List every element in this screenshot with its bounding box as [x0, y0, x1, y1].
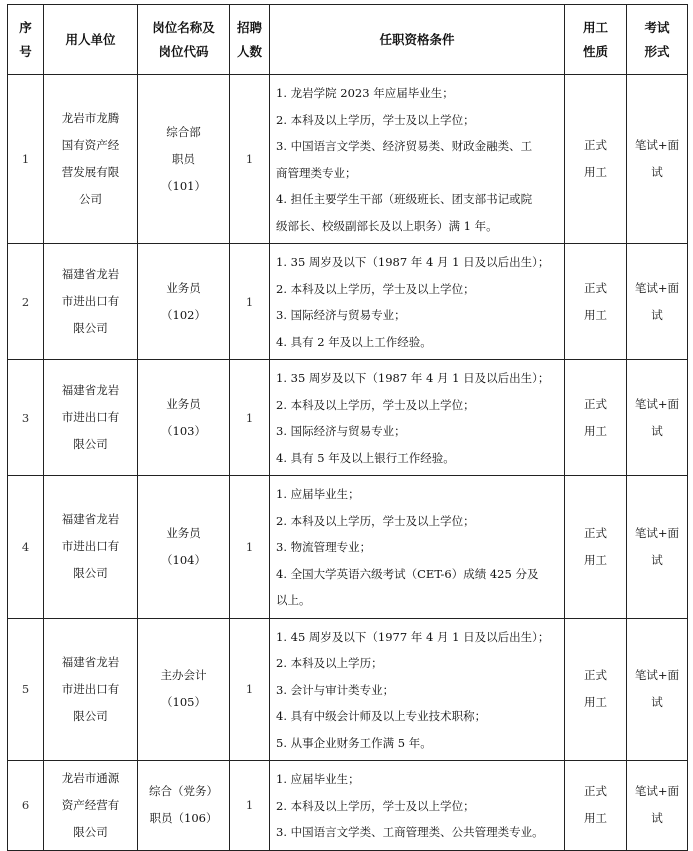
header-row: [8, 5, 688, 75]
row-employment: [565, 761, 627, 851]
row-position-line: （102）: [161, 307, 206, 322]
row-requirements-line: 1. 45 周岁及以下（1977 年 4 月 1 日及以后出生）；: [276, 629, 550, 644]
row-employment-line: 正式: [584, 138, 607, 152]
row-unit-line: 市进出口有: [61, 294, 120, 308]
row-employment-line: 正式: [584, 784, 607, 799]
row-seq: 4: [8, 476, 44, 619]
row-unit-line: 限公司: [73, 566, 108, 581]
row-requirements-line: 1. 应届毕业生；: [276, 772, 360, 786]
row-unit-line: 龙岩市通源: [61, 770, 120, 785]
row-unit-line: 福建省龙岩: [61, 383, 120, 397]
recruitment-table: [7, 4, 688, 851]
row-exam: [627, 75, 688, 244]
row-count: 1: [230, 360, 270, 476]
row-requirements: [270, 618, 565, 761]
row-requirements-line: 1. 35 周岁及以下（1987 年 4 月 1 日及以后出生）；: [276, 255, 550, 269]
row-requirements-line: 1. 龙岩学院 2023 年应届毕业生；: [276, 86, 454, 100]
row-requirements-line: 3. 中国语言文学类、工商管理类、公共管理类专业。: [276, 825, 544, 839]
row-position: [138, 244, 230, 360]
row-requirements-line: 4. 担任主要学生干部（班级班长、团支部书记或院: [276, 192, 533, 206]
row-requirements: [270, 761, 565, 851]
row-unit-line: 龙岩市龙腾: [61, 111, 120, 125]
row-position-line: 业务员: [166, 280, 201, 295]
row-exam-line: 试: [651, 552, 663, 567]
row-requirements-line: 3. 物流管理专业；: [276, 540, 372, 554]
row-seq: 5: [8, 618, 44, 761]
header-exam: 考试 形式: [627, 5, 688, 75]
row-requirements-line: 级部长、校级副部长及以上职务）满 1 年。: [276, 218, 498, 233]
row-position-line: （101）: [161, 178, 206, 193]
row-count: 1: [230, 75, 270, 244]
header-requirements: 任职资格条件: [270, 5, 565, 75]
row-position-line: （105）: [161, 695, 206, 710]
row-employment-line: 用工: [584, 552, 607, 567]
row-unit-line: 资产经营有: [61, 797, 120, 812]
row-position-line: 业务员: [166, 525, 201, 540]
row-requirements-line: 2. 本科及以上学历，学士及以上学位；: [276, 513, 475, 528]
header-employment: 用工 性质: [565, 5, 627, 75]
row-requirements-line: 2. 本科及以上学历，学士及以上学位；: [276, 112, 475, 127]
row-unit-line: 国有资产经: [61, 138, 120, 152]
row-requirements-line: 2. 本科及以上学历，学士及以上学位；: [276, 281, 475, 296]
row-requirements: [270, 476, 565, 619]
row-requirements-line: 4. 具有中级会计师及以上专业技术职称；: [276, 709, 487, 723]
row-exam-line: 试: [651, 695, 663, 710]
row-requirements-line: 4. 具有 5 年及以上银行工作经验。: [276, 450, 455, 465]
row-seq: 2: [8, 244, 44, 360]
table-row: [8, 618, 688, 761]
row-requirements: [270, 75, 565, 244]
header-count: 招聘 人数: [230, 5, 270, 75]
row-employment-line: 正式: [584, 280, 607, 295]
row-unit-line: 限公司: [73, 321, 108, 335]
row-requirements-line: 5. 从事企业财务工作满 5 年。: [276, 735, 432, 750]
row-position-line: 业务员: [166, 396, 201, 411]
table-body: [8, 75, 688, 851]
row-exam: [627, 476, 688, 619]
row-exam-line: 笔试+面: [634, 396, 680, 411]
row-employment-line: 正式: [584, 396, 607, 411]
row-exam-line: 笔试+面: [634, 668, 680, 683]
row-requirements-line: 3. 中国语言文学类、经济贸易类、财政金融类、工: [276, 139, 533, 153]
row-exam-line: 试: [651, 165, 663, 179]
row-unit: [44, 244, 138, 360]
row-unit: [44, 75, 138, 244]
row-exam: [627, 360, 688, 476]
row-exam: [627, 244, 688, 360]
row-seq: 3: [8, 360, 44, 476]
row-employment: [565, 360, 627, 476]
row-unit-line: 市进出口有: [61, 539, 120, 554]
row-requirements-line: 4. 全国大学英语六级考试（CET-6）成绩 425 分及: [276, 566, 539, 581]
row-employment-line: 正式: [584, 525, 607, 540]
row-exam-line: 笔试+面: [634, 280, 680, 295]
table-row: [8, 476, 688, 619]
table-row: [8, 360, 688, 476]
row-unit: [44, 761, 138, 851]
row-exam-line: 试: [651, 423, 663, 438]
row-requirements: [270, 244, 565, 360]
row-unit-line: 福建省龙岩: [61, 267, 120, 281]
row-employment: [565, 244, 627, 360]
row-position-line: 综合（党务）: [149, 784, 218, 799]
table-row: [8, 761, 688, 851]
row-position: [138, 618, 230, 761]
row-position-line: 职员（106）: [149, 811, 218, 826]
row-employment-line: 用工: [584, 165, 607, 179]
row-requirements-line: 3. 国际经济与贸易专业；: [276, 424, 406, 438]
header-unit: 用人单位: [44, 5, 138, 75]
row-exam: [627, 618, 688, 761]
row-requirements-line: 1. 35 周岁及以下（1987 年 4 月 1 日及以后出生）；: [276, 371, 550, 385]
row-employment-line: 用工: [584, 423, 607, 438]
row-exam-line: 笔试+面: [634, 784, 680, 799]
row-employment-line: 正式: [584, 668, 607, 683]
row-requirements-line: 4. 具有 2 年及以上工作经验。: [276, 334, 432, 349]
row-unit-line: 公司: [79, 192, 102, 206]
row-count: 1: [230, 618, 270, 761]
row-count: 1: [230, 244, 270, 360]
row-requirements-line: 3. 国际经济与贸易专业；: [276, 308, 406, 322]
row-employment: [565, 75, 627, 244]
row-unit-line: 限公司: [73, 437, 108, 451]
row-unit-line: 福建省龙岩: [61, 654, 120, 669]
row-employment: [565, 618, 627, 761]
row-requirements-line: 2. 本科及以上学历，学士及以上学位；: [276, 397, 475, 412]
row-requirements-line: 2. 本科及以上学历，学士及以上学位；: [276, 798, 475, 813]
row-unit: [44, 476, 138, 619]
row-unit: [44, 360, 138, 476]
row-position: [138, 360, 230, 476]
row-requirements-line: 2. 本科及以上学历；: [276, 656, 383, 670]
row-exam-line: 试: [651, 811, 663, 826]
row-unit: [44, 618, 138, 761]
row-seq: 6: [8, 761, 44, 851]
row-position: [138, 761, 230, 851]
row-position: [138, 476, 230, 619]
row-unit-line: 市进出口有: [61, 410, 120, 424]
row-requirements-line: 3. 会计与审计类专业；: [276, 682, 395, 697]
row-unit-line: 限公司: [73, 824, 108, 839]
row-unit-line: 福建省龙岩: [61, 512, 120, 527]
row-position-line: 主办会计: [160, 668, 207, 683]
row-position-line: 职员: [172, 151, 195, 166]
row-exam-line: 试: [651, 307, 663, 322]
table-row: [8, 75, 688, 244]
header-seq: 序 号: [8, 5, 44, 75]
row-position: [138, 75, 230, 244]
row-position-line: （103）: [161, 423, 206, 438]
row-unit-line: 市进出口有: [61, 681, 120, 696]
row-position-line: 综合部: [166, 124, 201, 139]
row-position-line: （104）: [161, 552, 206, 567]
row-count: 1: [230, 476, 270, 619]
row-requirements: [270, 360, 565, 476]
row-unit-line: 营发展有限: [61, 165, 120, 179]
row-unit-line: 限公司: [73, 708, 108, 723]
table-row: [8, 244, 688, 360]
row-requirements-line: 1. 应届毕业生；: [276, 487, 360, 501]
row-employment: [565, 476, 627, 619]
row-seq: 1: [8, 75, 44, 244]
row-employment-line: 用工: [584, 695, 607, 710]
header-position: 岗位名称及 岗位代码: [138, 5, 230, 75]
row-count: 1: [230, 761, 270, 851]
row-exam: [627, 761, 688, 851]
row-requirements-line: 商管理类专业；: [276, 165, 357, 180]
row-employment-line: 用工: [584, 307, 607, 322]
row-requirements-line: 以上。: [276, 593, 311, 607]
row-exam-line: 笔试+面: [634, 525, 680, 540]
row-exam-line: 笔试+面: [634, 138, 680, 152]
row-employment-line: 用工: [584, 811, 607, 826]
